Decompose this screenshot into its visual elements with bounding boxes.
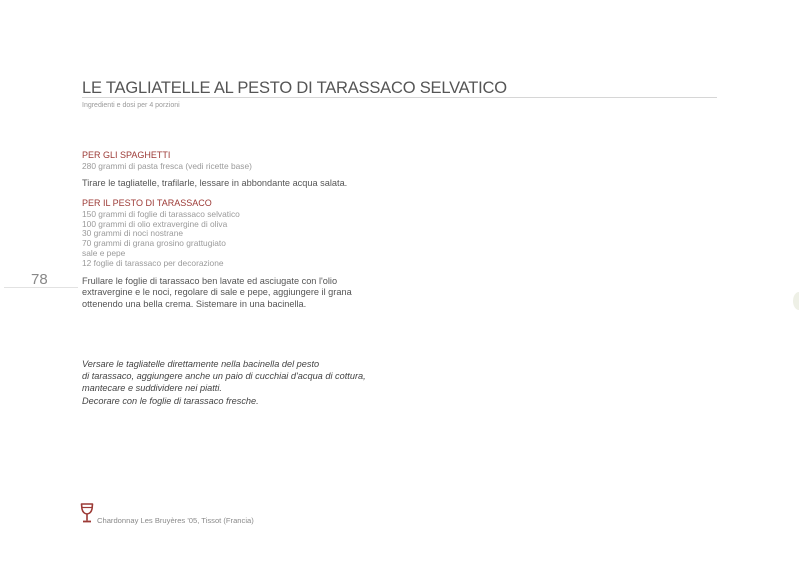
instruction-line: extravergine e le noci, regolare di sale e pepe, aggiungere il grana [82, 287, 352, 298]
wine-glass-icon [80, 503, 94, 523]
serving-line: mantecare e suddividere nei piatti. [82, 383, 222, 394]
pasta-instructions: Tirare le tagliatelle, trafilarle, lessare in abbondante acqua salata. [82, 178, 348, 188]
pesto-ingredient: 30 grammi di noci nostrane [82, 228, 184, 239]
pesto-ingredient: sale e pepe [82, 247, 126, 258]
recipe-subtitle: Ingredienti e dosi per 4 porzioni [82, 102, 180, 109]
instruction-line: Frullare le foglie di tarassaco ben lavate ed asciugate con l'olio [82, 276, 338, 286]
serving-line: di tarassaco, aggiungere anche un paio di cucchiai d'acqua di cottura, [82, 371, 366, 382]
wine-pairing: Chardonnay Les Bruyères '05, Tissot (Francia) [97, 516, 254, 525]
pasta-section-heading: PER GLI SPAGHETTI [82, 150, 171, 160]
page-number-divider [4, 287, 78, 288]
recipe-title: LE TAGLIATELLE AL PESTO DI TARASSACO SELVATICO [82, 79, 507, 97]
title-divider [82, 97, 717, 98]
pesto-ingredient: 12 foglie di tarassaco per decorazione [82, 257, 224, 268]
serving-instructions [82, 358, 366, 407]
pesto-ingredient: 100 grammi di olio extravergine di oliva [82, 218, 228, 229]
pesto-section-heading: PER IL PESTO DI TARASSACO [82, 198, 212, 208]
pasta-ingredient: 280 grammi di pasta fresca (vedi ricette base) [82, 161, 252, 171]
pesto-ingredient: 70 grammi di grana grosino grattugiato [82, 238, 226, 249]
instruction-line: ottenendo una bella crema. Sistemare in una bacinella. [82, 298, 307, 309]
pesto-ingredients-list [82, 210, 240, 268]
pesto-instructions [82, 276, 352, 310]
pesto-ingredient: 150 grammi di foglie di tarassaco selvatico [82, 209, 240, 219]
page-edge-mark [793, 292, 799, 310]
serving-line: Decorare con le foglie di tarassaco fresche. [82, 395, 259, 406]
serving-line: Versare le tagliatelle direttamente nella bacinella del pesto [82, 359, 320, 369]
page-number: 78 [31, 271, 48, 288]
